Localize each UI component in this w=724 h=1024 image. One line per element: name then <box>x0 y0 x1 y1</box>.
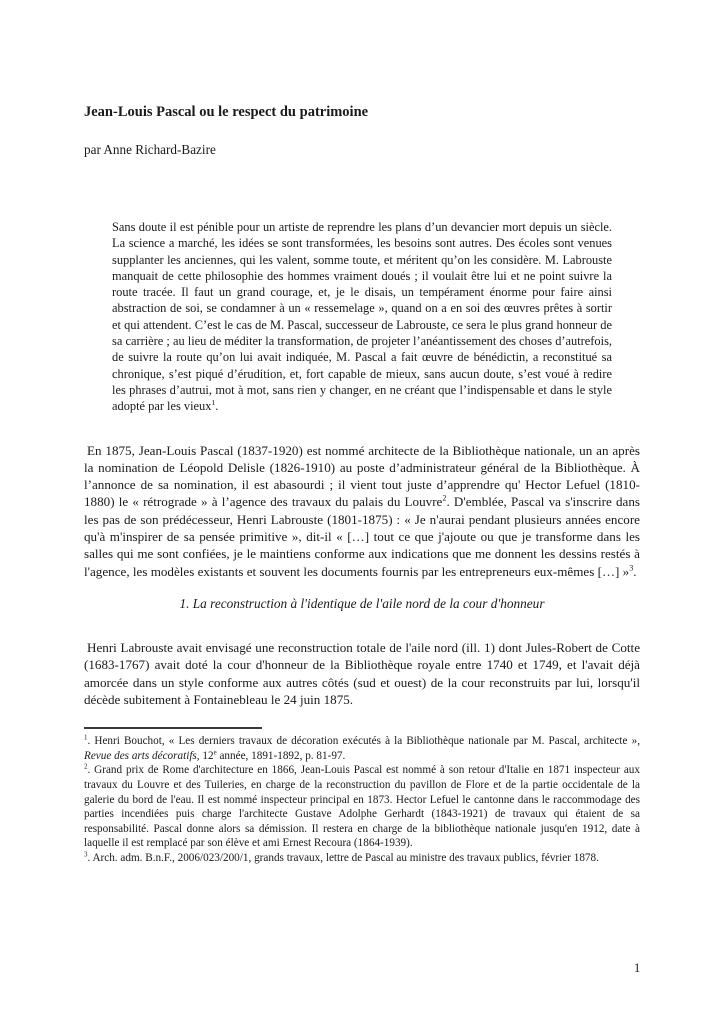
footnote-separator <box>84 727 262 729</box>
footnote-2-marker: 2 <box>84 762 88 771</box>
page-number: 1 <box>634 961 641 975</box>
footnote-3-marker: 3 <box>84 850 88 859</box>
footnote-2-text: . Grand prix de Rome d'architecture en 1866, Jean-Louis Pascal est nommé à son retour d'Italie en 1871 inspecteur aux travaux du Louvre et des Tuileries, en charge de la reconstruction du pavillon de Flore et de la partie occidentale de la galerie du bord de l'eau. Il est nommé inspecteur principal en 1873. Hector Lefuel le cantonne dans le raccommodage des parties incendiées puis charge l'architecte Gustave Adolphe Gerhardt (1843-1921) de travaux qui étaient de sa responsabilité. Pascal donne alors sa démission. Il restera en charge de la bibliothèque nationale jusqu'en 1912, date à laquelle il est remplacé par son élève et ami Ernest Recoura (1864-1939). <box>84 764 640 850</box>
author-byline: par Anne Richard-Bazire <box>84 142 216 157</box>
footnote-1 <box>84 734 640 763</box>
footnote-2 <box>84 763 640 851</box>
footnote-ref-2: 2 <box>442 494 447 504</box>
footnote-ref-3: 3 <box>629 563 634 573</box>
footnote-1-text: année, 1891-1892, p. 81-97. <box>216 749 346 762</box>
paragraph-1-text: En 1875, Jean-Louis Pascal (1837-1920) est nommé architecte de la Bibliothèque nationale, un an après la nomination de Léopold Delisle (1826-1910) au poste d’administrateur général de la Bibliothèque. À l’annonce de sa nomination, il est abasourdi ; il vient tout juste d’apprendre qu' Hector Lefuel (1810-1880) le « rétrograde » à l’agence des travaux du palais du Louvre <box>84 442 640 510</box>
quote-text: Sans doute il est pénible pour un artiste de reprendre les plans d’un devancier mort depuis un siècle. La science a marché, les idées se sont transformées, les besoins sont autres. Des écoles sont venues supplanter les anciennes, qui les valent, somme toute, et méritent qu’on les considère. M. Labrouste manquait de cette philosophie des hommes vraiment doués ; il voulait être lui et ne point suivre la route tracée. Il faut un grand courage, et, je le disais, un tempérament énorme pour faire ainsi abstraction de soi, se condamner à un « ressemelage », quand on a en soi des œuvres prêtes à sortir et qui attendent. C’est le cas de M. Pascal, successeur de Labrouste, ce sera le plus grand honneur de sa carrière ; au lieu de méditer la transformation, de projeter l’anéantissement des choses d’autrefois, de suivre la route qu’on lui avait indiquée, M. Pascal a fait œuvre de bénédictin, a reconstitué sa chronique, s’est piqué d’érudition, et, fort capable de mieux, sans aucun doute, s’est voué à redire les phrases d’autrui, mot à mot, sans rien y changer, en ne créant que l’indispensable et dans le style adopté par les vieux <box>112 220 612 414</box>
paragraph-1 <box>84 442 640 580</box>
footnote-3 <box>84 851 640 866</box>
footnotes-section <box>84 734 640 865</box>
footnote-1-marker: 1 <box>84 733 88 742</box>
paragraph-1-text: . D'emblée, Pascal va s'inscrire dans les pas de son prédécesseur, Henri Labrouste (1801-1875) : « Je n'aurai pendant plusieurs années encore qu'à m'inspirer de sa pensée primitive », dit-il « […] tout ce que j'ajoute ou que je transforme dans les salles qui me sont confiées, je le maintiens conforme aux indications que me donnent les dessins restés à l'agence, les modèles existants et souvent les documents fournis par les entrepreneurs eux-mêmes […] » <box>84 494 640 579</box>
paragraph-2: Henri Labrouste avait envisagé une reconstruction totale de l'aile nord (ill. 1) dont Jules-Robert de Cotte (1683-1767) avait doté la cour d'honneur de la Bibliothèque royale entre 1740 et 1749, et l'avait déjà amorcée dans un style conforme aux autres côtés (sud et ouest) de la cour reconstruits par lui, lorsqu'il décède subitement à Fontainebleau le 24 juin 1875. <box>84 639 640 707</box>
footnote-ref-1: 1 <box>211 398 216 408</box>
section-heading: 1. La reconstruction à l'identique de l'aile nord de la cour d'honneur <box>179 595 545 611</box>
footnote-3-text: . Arch. adm. B.n.F., 2006/023/200/1, grands travaux, lettre de Pascal au ministre des travaux publics, février 1878. <box>87 851 599 864</box>
block-quote <box>112 219 612 415</box>
footnote-1-journal-title: Revue des arts décoratifs, <box>84 749 200 762</box>
footnote-1-text: . Henri Bouchot, « Les derniers travaux de décoration exécutés à la Bibliothèque nationale par M. Pascal, architecte », <box>87 735 640 748</box>
paragraph-1-tail: . <box>633 563 637 579</box>
footnote-1-ordinal: e <box>213 747 217 756</box>
quote-tail: . <box>215 399 219 414</box>
footnote-1-text: 12 <box>199 749 214 762</box>
page-title: Jean-Louis Pascal ou le respect du patrimoine <box>84 104 369 120</box>
